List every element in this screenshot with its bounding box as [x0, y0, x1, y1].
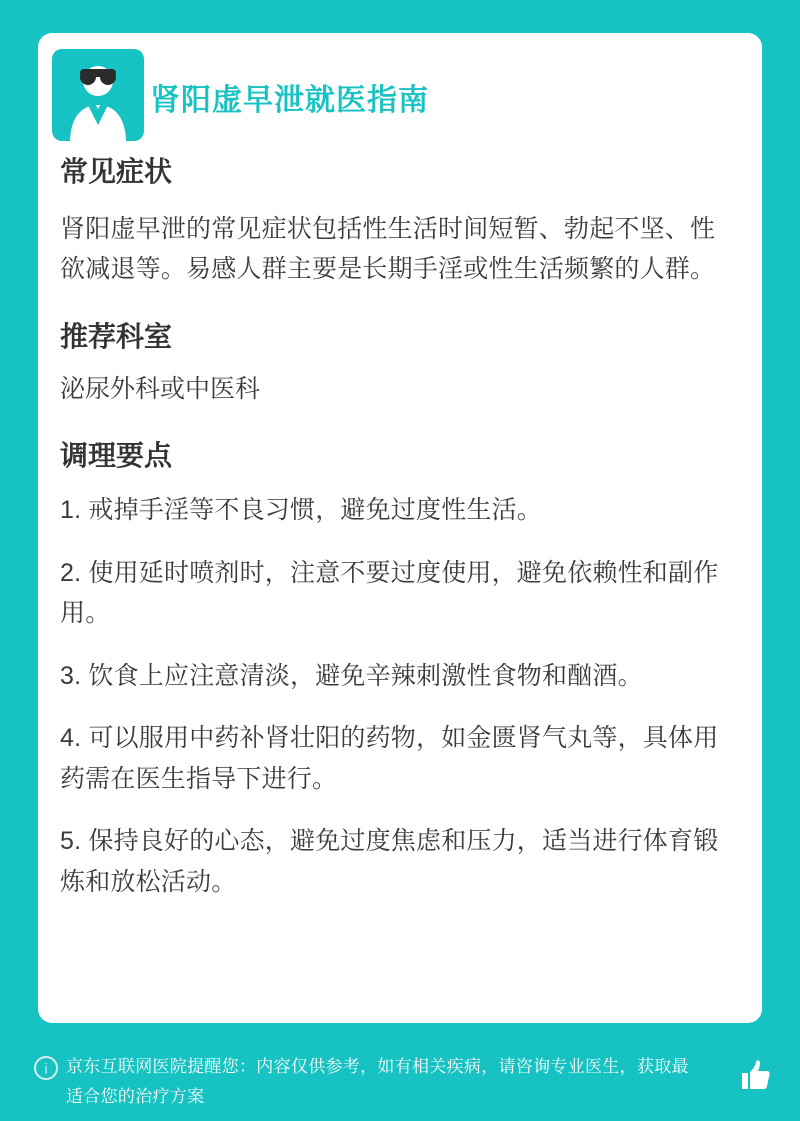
symptoms-heading: 常见症状	[60, 156, 173, 187]
list-item: 3. 饮食上应注意清淡，避免辛辣刺激性食物和酗酒。	[60, 661, 643, 690]
tips-heading: 调理要点	[60, 439, 173, 471]
list-item: 5. 保持良好的心态，避免过度焦虑和压力，适当进行体育锻炼和放松活动。	[60, 827, 719, 896]
thumbs-up-icon[interactable]	[738, 1058, 772, 1092]
info-circle-icon: i	[34, 1056, 58, 1080]
list-item: 4. 可以服用中药补肾壮阳的药物，如金匮肾气丸等，具体用药需在医生指导下进行。	[60, 724, 719, 793]
list-item: 2. 使用延时喷剂时，注意不要过度使用，避免依赖性和副作用。	[60, 558, 719, 628]
list-item: 1. 戒掉手淫等不良习惯，避免过度性生活。	[60, 496, 542, 525]
disclaimer-text: 京东互联网医院提醒您：内容仅供参考，如有相关疾病，请咨询专业医生，获取最适合您的治疗方案	[66, 1057, 689, 1106]
tips-list	[60, 490, 740, 902]
doctor-avatar-icon	[50, 47, 146, 143]
symptoms-text: 肾阳虚早泄的常见症状包括性生活时间短暂、勃起不坚、性欲减退等。易感人群主要是长期手淫或性生活频繁的人群。	[60, 214, 716, 284]
department-heading: 推荐科室	[60, 320, 173, 352]
article-content	[60, 155, 740, 924]
page-title: 肾阳虚早泄就医指南	[150, 84, 429, 117]
article-card	[38, 33, 762, 1023]
footer-bar	[0, 1030, 800, 1121]
department-text: 泌尿外科或中医科	[60, 375, 261, 404]
